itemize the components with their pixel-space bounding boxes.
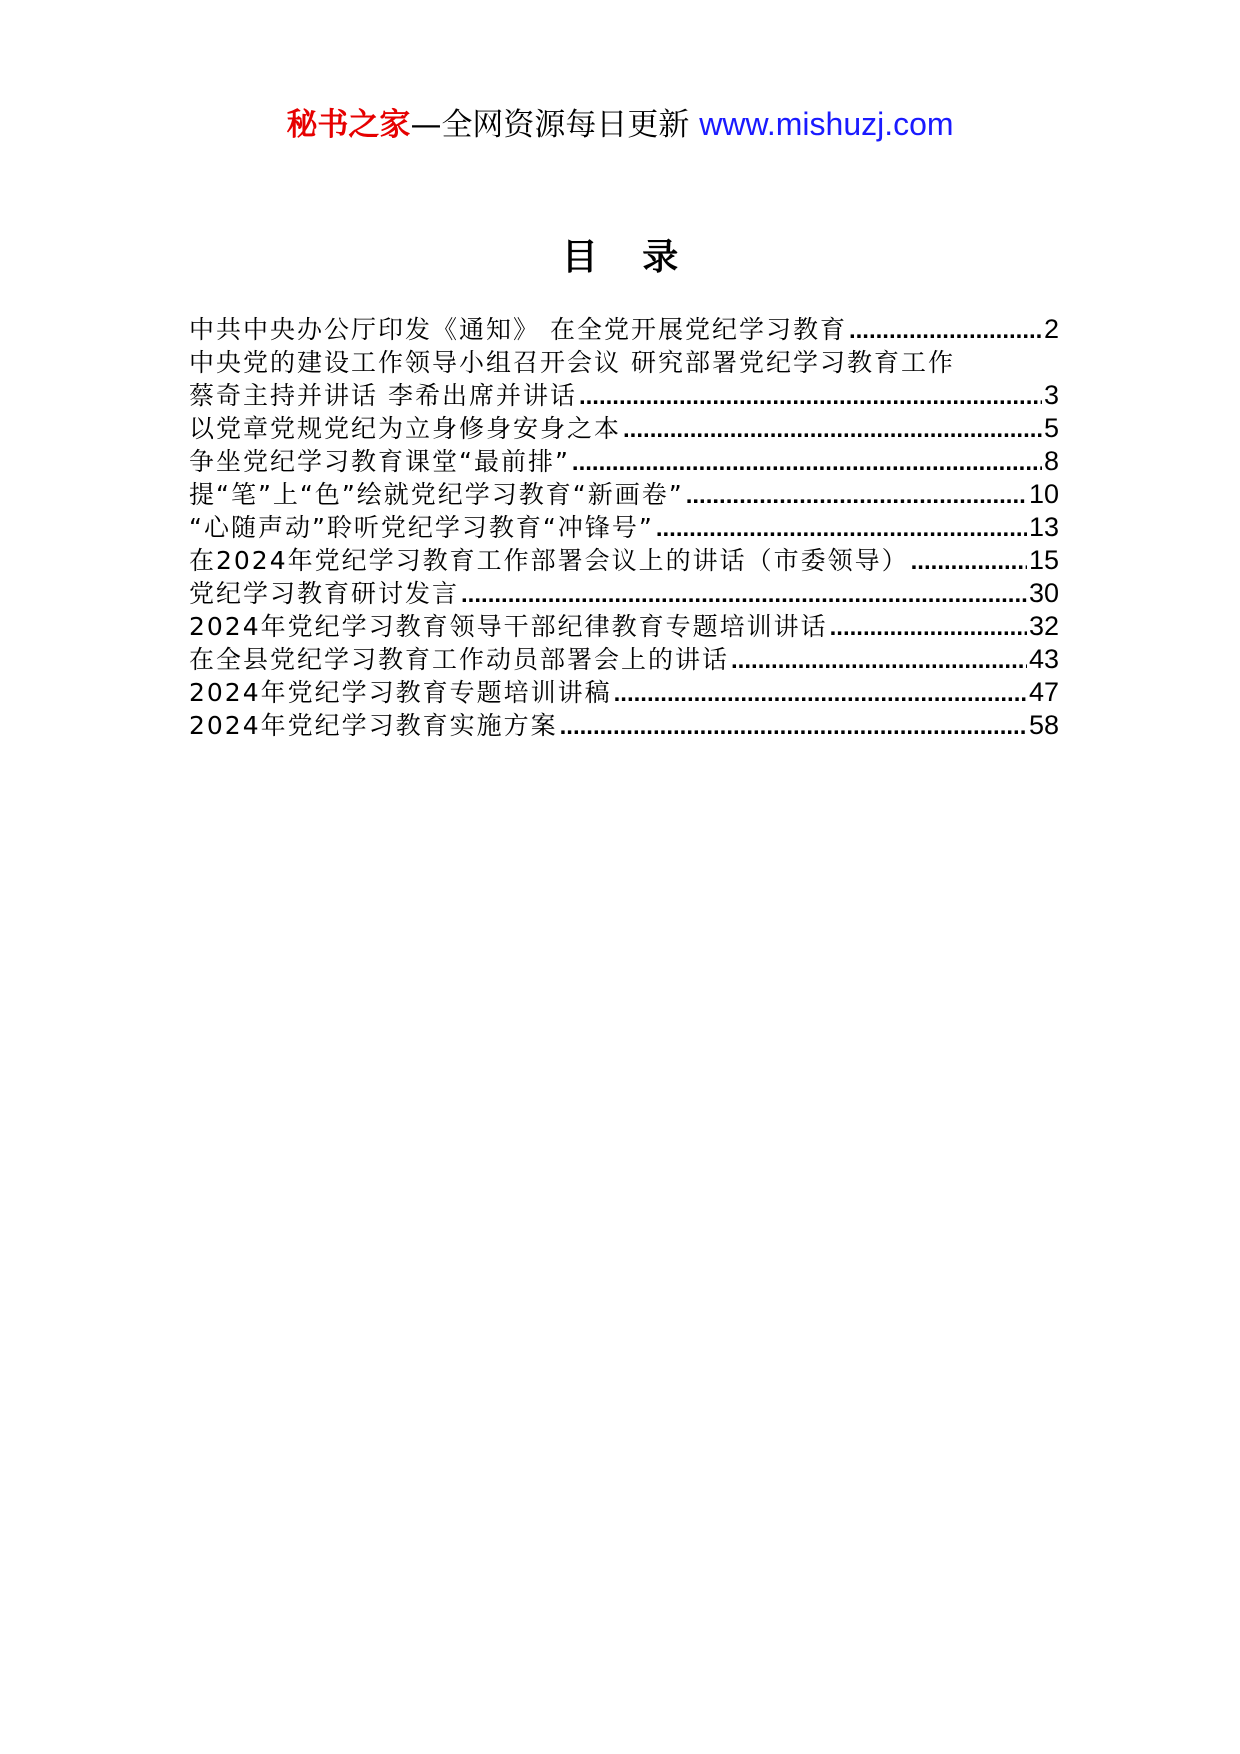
toc-entry-title: 2024年党纪学习教育实施方案 — [189, 711, 558, 740]
toc-leader-dots — [849, 314, 1042, 346]
toc-entry[interactable] — [189, 643, 1059, 676]
toc-entry-title: 党纪学习教育研讨发言 — [189, 579, 460, 608]
toc-entry[interactable] — [189, 610, 1059, 643]
toc-entry-title: 中共中央办公厅印发《通知》 在全党开展党纪学习教育 — [189, 315, 847, 344]
toc-entry-title: “心随声动”聆听党纪学习教育“冲锋号” — [189, 513, 654, 542]
toc-leader-dots — [572, 446, 1042, 478]
toc-entry-page: 15 — [1028, 545, 1059, 575]
toc-entry[interactable] — [189, 445, 1059, 478]
toc-entry-page: 10 — [1028, 479, 1059, 509]
toc-entry[interactable] — [189, 412, 1059, 445]
site-header — [0, 100, 1240, 149]
toc-entry-title: 2024年党纪学习教育专题培训讲稿 — [189, 678, 612, 707]
toc-leader-dots — [911, 545, 1027, 577]
toc-entry-title: 在2024年党纪学习教育工作部署会议上的讲话（市委领导） — [189, 546, 909, 575]
toc-entry-title: 在全县党纪学习教育工作动员部署会上的讲话 — [189, 645, 730, 674]
toc-leader-dots — [579, 380, 1042, 412]
toc-entry-page: 43 — [1028, 644, 1059, 674]
toc-entry[interactable] — [189, 379, 1059, 412]
toc-entry-page: 8 — [1043, 446, 1059, 476]
toc-entry-title: 以党章党规党纪为立身修身安身之本 — [189, 414, 622, 443]
toc-entry-title: 2024年党纪学习教育领导干部纪律教育专题培训讲话 — [189, 612, 828, 641]
brand-tagline: —全网资源每日更新 — [410, 107, 690, 143]
toc-entry-page: 5 — [1043, 413, 1059, 443]
toc-entry-title: 争坐党纪学习教育课堂“最前排” — [189, 447, 570, 476]
toc-entry-page: 32 — [1028, 611, 1059, 641]
toc-entry-page: 2 — [1043, 314, 1059, 344]
toc-entry[interactable] — [189, 313, 1059, 346]
toc-entry[interactable] — [189, 544, 1059, 577]
toc-entry-page: 13 — [1028, 512, 1059, 542]
toc-leader-dots — [614, 677, 1027, 709]
toc-leader-dots — [656, 512, 1027, 544]
toc-entry-page: 47 — [1028, 677, 1059, 707]
toc-entry-title: 提“笔”上“色”绘就党纪学习教育“新画卷” — [189, 480, 684, 509]
table-of-contents — [189, 313, 1059, 742]
toc-leader-dots — [731, 644, 1027, 676]
toc-leader-dots — [560, 710, 1027, 742]
toc-leader-dots — [830, 611, 1027, 643]
toc-entry-page: 58 — [1028, 710, 1059, 740]
toc-entry[interactable] — [189, 511, 1059, 544]
toc-title: 目 录 — [561, 237, 695, 278]
toc-leader-dots — [461, 578, 1027, 610]
toc-entry[interactable] — [189, 676, 1059, 709]
toc-leader-dots — [686, 479, 1027, 511]
brand-name: 秘书之家 — [286, 107, 411, 143]
toc-entry[interactable] — [189, 346, 1059, 379]
toc-entry-page: 30 — [1028, 578, 1059, 608]
toc-entry[interactable] — [189, 478, 1059, 511]
site-url-link[interactable]: www.mishuzj.com — [699, 106, 954, 142]
toc-entry-page: 3 — [1043, 380, 1059, 410]
toc-entry[interactable] — [189, 577, 1059, 610]
toc-leader-dots — [623, 413, 1042, 445]
toc-entry-title: 中央党的建设工作领导小组召开会议 研究部署党纪学习教育工作 — [189, 348, 955, 377]
toc-entry-title: 蔡奇主持并讲话 李希出席并讲话 — [189, 381, 577, 410]
toc-entry[interactable] — [189, 709, 1059, 742]
